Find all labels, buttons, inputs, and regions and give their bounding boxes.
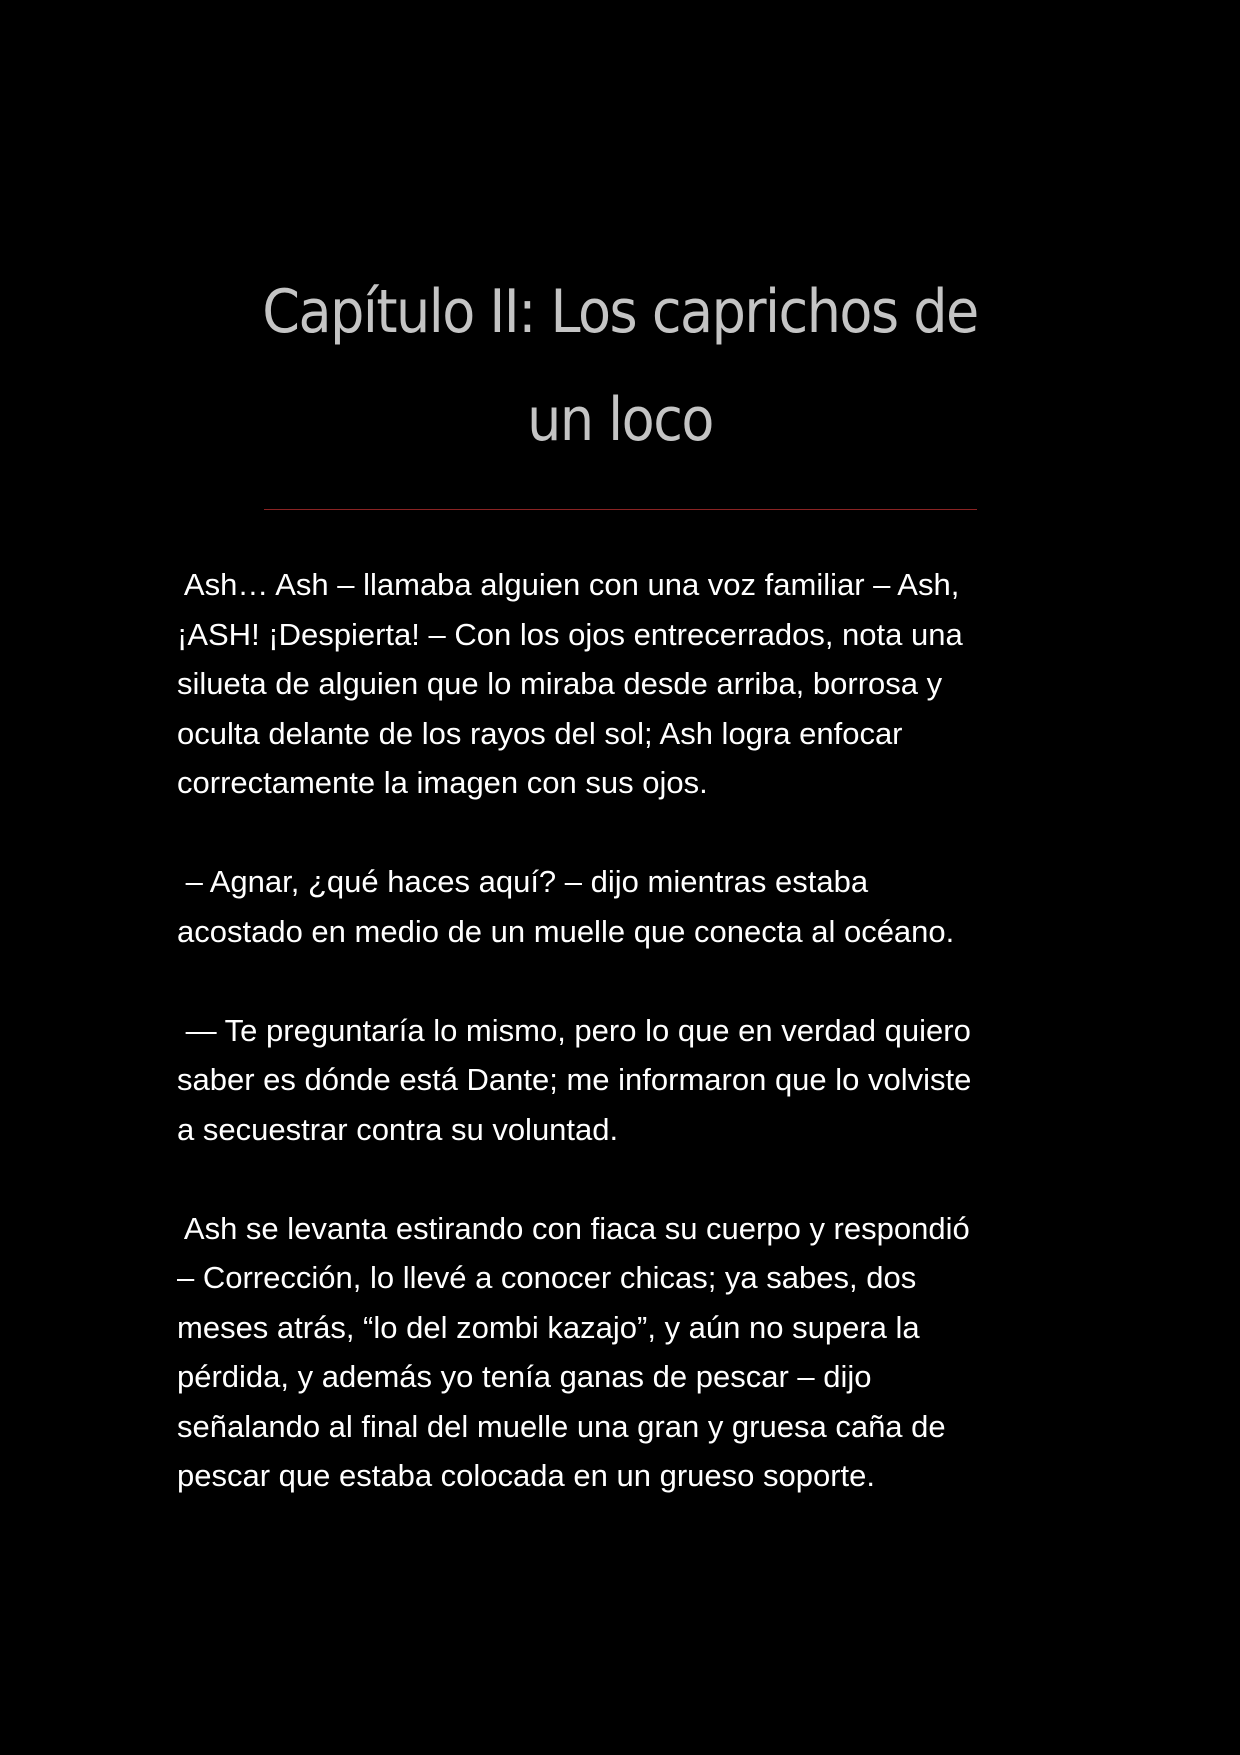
paragraph-line: señalando al final del muelle una gran y gruesa caña de	[177, 1408, 946, 1444]
paragraph	[177, 857, 1077, 956]
paragraph-line: ¡ASH! ¡Despierta! – Con los ojos entrecerrados, nota una	[177, 616, 963, 652]
paragraph	[177, 1204, 1077, 1501]
paragraph-line: Ash se levanta estirando con fiaca su cuerpo y respondió	[177, 1210, 970, 1246]
paragraph-line: — Te preguntaría lo mismo, pero lo que en verdad quiero	[177, 1012, 971, 1048]
paragraph-line: pescar que estaba colocada en un grueso soporte.	[177, 1458, 875, 1493]
paragraph-line: Ash… Ash – llamaba alguien con una voz familiar – Ash,	[177, 567, 960, 602]
paragraph-line: oculta delante de los rayos del sol; Ash logra enfocar	[177, 715, 903, 751]
paragraph-line: a secuestrar contra su voluntad.	[177, 1111, 619, 1147]
paragraph-line: – Corrección, lo llevé a conocer chicas; ya sabes, dos	[177, 1260, 917, 1295]
paragraph-line: correctamente la imagen con sus ojos.	[177, 765, 708, 800]
chapter-title-line: Capítulo II: Los caprichos de	[262, 277, 978, 347]
chapter-body	[177, 560, 1077, 1550]
paragraph-line: acostado en medio de un muelle que conecta al océano.	[177, 913, 955, 949]
paragraph	[177, 1006, 1077, 1155]
paragraph-line: saber es dónde está Dante; me informaron que lo volviste	[177, 1062, 972, 1097]
chapter-title	[260, 258, 980, 474]
paragraph-line: meses atrás, “lo del zombi kazajo”, y aún no supera la	[177, 1309, 920, 1345]
paragraph-line: pérdida, y además yo tenía ganas de pescar – dijo	[177, 1359, 872, 1394]
title-divider	[264, 509, 977, 510]
paragraph	[177, 560, 1077, 808]
paragraph-line: – Agnar, ¿qué haces aquí? – dijo mientras estaba	[177, 864, 869, 899]
paragraph-line: silueta de alguien que lo miraba desde arriba, borrosa y	[177, 666, 943, 701]
chapter-title-line: un loco	[527, 385, 713, 455]
